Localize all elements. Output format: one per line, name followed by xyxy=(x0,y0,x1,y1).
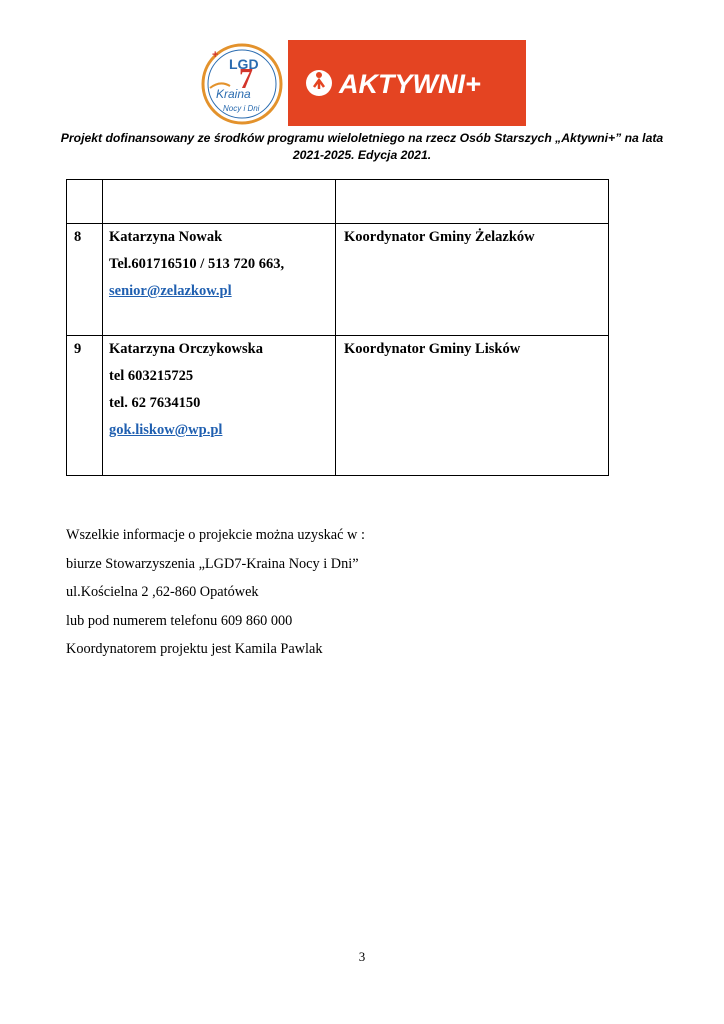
contact-info-block xyxy=(66,527,365,670)
contact-name: Katarzyna Nowak xyxy=(109,229,223,245)
svg-text:+: + xyxy=(212,49,219,61)
info-line: Koordynatorem projektu jest Kamila Pawlak xyxy=(66,641,323,657)
coordinators-table xyxy=(66,179,609,476)
lgd7-logo-number: 7 xyxy=(239,64,253,95)
row-number: 8 xyxy=(74,229,82,245)
project-funding-note xyxy=(60,130,664,164)
cell-number xyxy=(67,336,103,476)
role-text: Koordynator Gminy Żelazków xyxy=(344,229,535,245)
info-line: lub pod numerem telefonu 609 860 000 xyxy=(66,612,293,629)
lgd7-logo-lgd: LGD xyxy=(229,56,259,72)
cell-role xyxy=(336,336,609,476)
contact-phone: tel 603215725 xyxy=(109,368,194,384)
role-text: Koordynator Gminy Lisków xyxy=(344,341,521,357)
logo-bar xyxy=(196,40,528,126)
cell-contact xyxy=(103,180,336,224)
cell-role xyxy=(336,180,609,224)
lgd7-logo-kraina: Kraina xyxy=(216,87,251,101)
row-number: 9 xyxy=(74,341,82,357)
page-number: 3 xyxy=(358,949,366,964)
contact-name: Katarzyna Orczykowska xyxy=(109,341,263,357)
table-row xyxy=(67,224,609,336)
info-line: ul.Kościelna 2 ,62-860 Opatówek xyxy=(66,584,259,600)
aktywni-plus-logo xyxy=(288,40,526,126)
contact-phone: Tel.601716510 / 513 720 663, xyxy=(109,256,285,272)
lgd7-logo-nocy: Nocy i Dni xyxy=(223,104,260,113)
info-line: Wszelkie informacje o projekcie można uzyskać w : xyxy=(66,527,365,543)
funding-note-line-2: 2021-2025. Edycja 2021. xyxy=(292,148,432,162)
contact-phone: tel. 62 7634150 xyxy=(109,395,201,411)
aktywni-plus-logo-text: AKTYWNI+ xyxy=(339,69,481,99)
cell-contact xyxy=(103,224,336,336)
lgd7-logo xyxy=(196,42,290,126)
table-row-empty xyxy=(67,180,609,224)
funding-note-line-1: Projekt dofinansowany ze środków programu wieloletniego na rzecz Osób Starszych „Aktywni+” na lata xyxy=(60,131,664,145)
cell-number xyxy=(67,224,103,336)
cell-number xyxy=(67,180,103,224)
cell-contact xyxy=(103,336,336,476)
contact-email-link[interactable]: gok.liskow@wp.pl xyxy=(109,422,223,438)
table-row xyxy=(67,336,609,476)
contact-email-link[interactable]: senior@zelazkow.pl xyxy=(109,283,232,299)
cell-role xyxy=(336,224,609,336)
info-line: biurze Stowarzyszenia „LGD7-Kraina Nocy i Dni” xyxy=(66,555,359,572)
